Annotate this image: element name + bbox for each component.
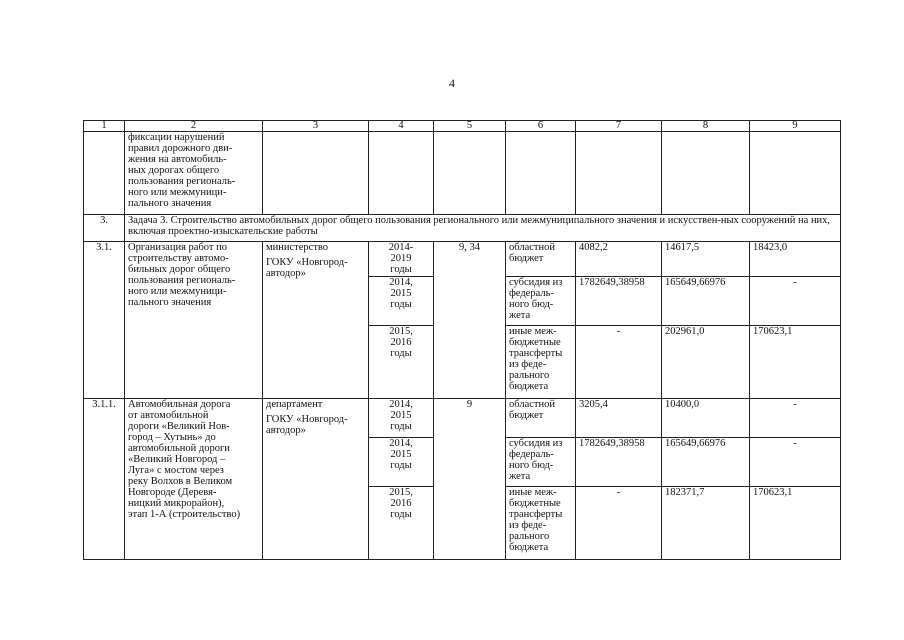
executor-line: автодор» [266, 268, 306, 279]
cell-line: годы [390, 264, 412, 275]
cell-line: 2014, [389, 277, 413, 288]
funding-source [506, 487, 576, 560]
cell-line: ного бюд- [509, 460, 554, 471]
cell-line: годы [390, 509, 412, 520]
amount-cell: 3205,4 [576, 399, 662, 438]
cell-line: годы [390, 460, 412, 471]
cell-line: из феде- [509, 520, 547, 531]
funding-source [506, 399, 576, 438]
row-executor [263, 399, 369, 560]
amount-cell: 182371,7 [662, 487, 750, 560]
cell-line: ного или межмуници- [128, 187, 227, 198]
cell-line: от автомобильной [128, 410, 209, 421]
cell-line: бильных дорог общего [128, 264, 231, 275]
cell-line: 2014, [389, 399, 413, 410]
amount-cell: 18423,0 [750, 242, 841, 277]
amount-cell: - [576, 326, 662, 399]
executor-line: ГОКУ «Новгород- [266, 257, 348, 268]
cell-line: Автомобильная дорога [128, 399, 231, 410]
amount-cell: 165649,66976 [662, 438, 750, 487]
cell-line: федераль- [509, 288, 554, 299]
cell-line: 2015, [389, 326, 413, 337]
header-cell: 7 [576, 121, 662, 132]
executor-line: автодор» [266, 425, 306, 436]
row-number: 3.1. [84, 242, 125, 399]
cell-line: реку Волхов в Великом [128, 476, 233, 487]
executor-line: департамент [266, 399, 323, 410]
header-cell: 9 [750, 121, 841, 132]
target-indicator: 9, 34 [434, 242, 506, 399]
header-cell: 5 [434, 121, 506, 132]
cell-line: ного или межмуници- [128, 286, 227, 297]
cell-line: областной [509, 399, 555, 410]
cell-line: 2014- [388, 242, 414, 253]
amount-cell: - [750, 399, 841, 438]
cell-line: жения на автомобиль- [128, 154, 227, 165]
cell-line: 2015 [390, 449, 412, 460]
task-row [84, 215, 841, 242]
funding-source [506, 277, 576, 326]
years-cell [369, 438, 434, 487]
years-cell [369, 277, 434, 326]
cell-line: «Великий Новгород – [128, 454, 226, 465]
cell-line: Луга» с мостом через [128, 465, 224, 476]
cell-line: дороги «Великий Нов- [128, 421, 230, 432]
cell-line: трансферты [509, 509, 563, 520]
continuation-row [84, 132, 841, 215]
years-cell [369, 487, 434, 560]
table-cell [434, 132, 506, 215]
cell-line: пользования региональ- [128, 275, 236, 286]
table-cell [369, 132, 434, 215]
cell-line: рального [509, 531, 550, 542]
cell-line: областной [509, 242, 555, 253]
row-number: 3.1.1. [84, 399, 125, 560]
row-name [125, 399, 263, 560]
cell-line: ницкий микрорайон), [128, 498, 225, 509]
years-cell [369, 326, 434, 399]
cell-line: 2015 [390, 410, 412, 421]
funding-source [506, 438, 576, 487]
continuation-name-cell [125, 132, 263, 215]
table-cell [750, 132, 841, 215]
cell-line: пального значения [128, 297, 212, 308]
amount-cell: - [576, 487, 662, 560]
page-number: 4 [449, 76, 455, 90]
row-executor [263, 242, 369, 399]
cell-line: бюджетные [509, 498, 561, 509]
cell-line: иные меж- [509, 326, 557, 337]
table-cell [84, 132, 125, 215]
cell-line: Новгороде (Деревя- [128, 487, 217, 498]
cell-line: строительству автомо- [128, 253, 229, 264]
table-row [84, 399, 841, 438]
amount-cell: 14617,5 [662, 242, 750, 277]
table-cell [662, 132, 750, 215]
cell-line: 2015 [390, 288, 412, 299]
program-table [83, 120, 841, 560]
header-cell: 1 [84, 121, 125, 132]
cell-line: трансферты [509, 348, 563, 359]
cell-line: рального [509, 370, 550, 381]
amount-cell: 170623,1 [750, 326, 841, 399]
cell-line: ного бюд- [509, 299, 554, 310]
amount-cell: 202961,0 [662, 326, 750, 399]
amount-cell: 1782649,38958 [576, 438, 662, 487]
amount-cell: - [750, 438, 841, 487]
cell-line: пального значения [128, 198, 212, 209]
cell-line: годы [390, 299, 412, 310]
cell-line: фиксации нарушений [128, 132, 225, 143]
target-indicator: 9 [434, 399, 506, 560]
years-cell [369, 242, 434, 277]
header-cell: 4 [369, 121, 434, 132]
cell-line: жета [509, 310, 531, 321]
cell-line: 2016 [390, 498, 412, 509]
amount-cell: 165649,66976 [662, 277, 750, 326]
cell-line: годы [390, 348, 412, 359]
funding-source [506, 326, 576, 399]
amount-cell: 10400,0 [662, 399, 750, 438]
cell-line: бюджет [509, 253, 544, 264]
cell-line: иные меж- [509, 487, 557, 498]
cell-line: из феде- [509, 359, 547, 370]
header-cell: 3 [263, 121, 369, 132]
cell-line: ных дорогах общего [128, 165, 220, 176]
cell-line: 2016 [390, 337, 412, 348]
cell-line: федераль- [509, 449, 554, 460]
cell-line: город – Хутынь» до [128, 432, 216, 443]
funding-source [506, 242, 576, 277]
executor-line: ГОКУ «Новгород- [266, 414, 348, 425]
header-cell: 2 [125, 121, 263, 132]
cell-line: пользования региональ- [128, 176, 236, 187]
cell-line: бюджет [509, 410, 544, 421]
header-cell: 6 [506, 121, 576, 132]
cell-line: 2015, [389, 487, 413, 498]
amount-cell: - [750, 277, 841, 326]
task-title: Задача 3. Строительство автомобильных дорог общего пользования регионального или межмуниципального значения и искусствен-ных сооружений на них, включая проектно-изыскательские работы [125, 215, 841, 242]
cell-line: бюджета [509, 542, 549, 553]
amount-cell: 1782649,38958 [576, 277, 662, 326]
executor-line: министерство [266, 242, 329, 253]
header-cell: 8 [662, 121, 750, 132]
cell-line: жета [509, 471, 531, 482]
cell-line: 2014, [389, 438, 413, 449]
task-number: 3. [84, 215, 125, 242]
table-row [84, 242, 841, 277]
cell-line: Организация работ по [128, 242, 227, 253]
amount-cell: 170623,1 [750, 487, 841, 560]
table-cell [506, 132, 576, 215]
cell-line: 2019 [390, 253, 412, 264]
row-name [125, 242, 263, 399]
cell-line: субсидия из [509, 277, 563, 288]
cell-line: автомобильной дороги [128, 443, 230, 454]
table-cell [263, 132, 369, 215]
cell-line: правил дорожного дви- [128, 143, 233, 154]
cell-line: субсидия из [509, 438, 563, 449]
years-cell [369, 399, 434, 438]
cell-line: бюджета [509, 381, 549, 392]
amount-cell: 4082,2 [576, 242, 662, 277]
cell-line: этап 1-А (строительство) [128, 509, 241, 520]
cell-line: годы [390, 421, 412, 432]
table-cell [576, 132, 662, 215]
header-row [84, 121, 841, 132]
cell-line: бюджетные [509, 337, 561, 348]
